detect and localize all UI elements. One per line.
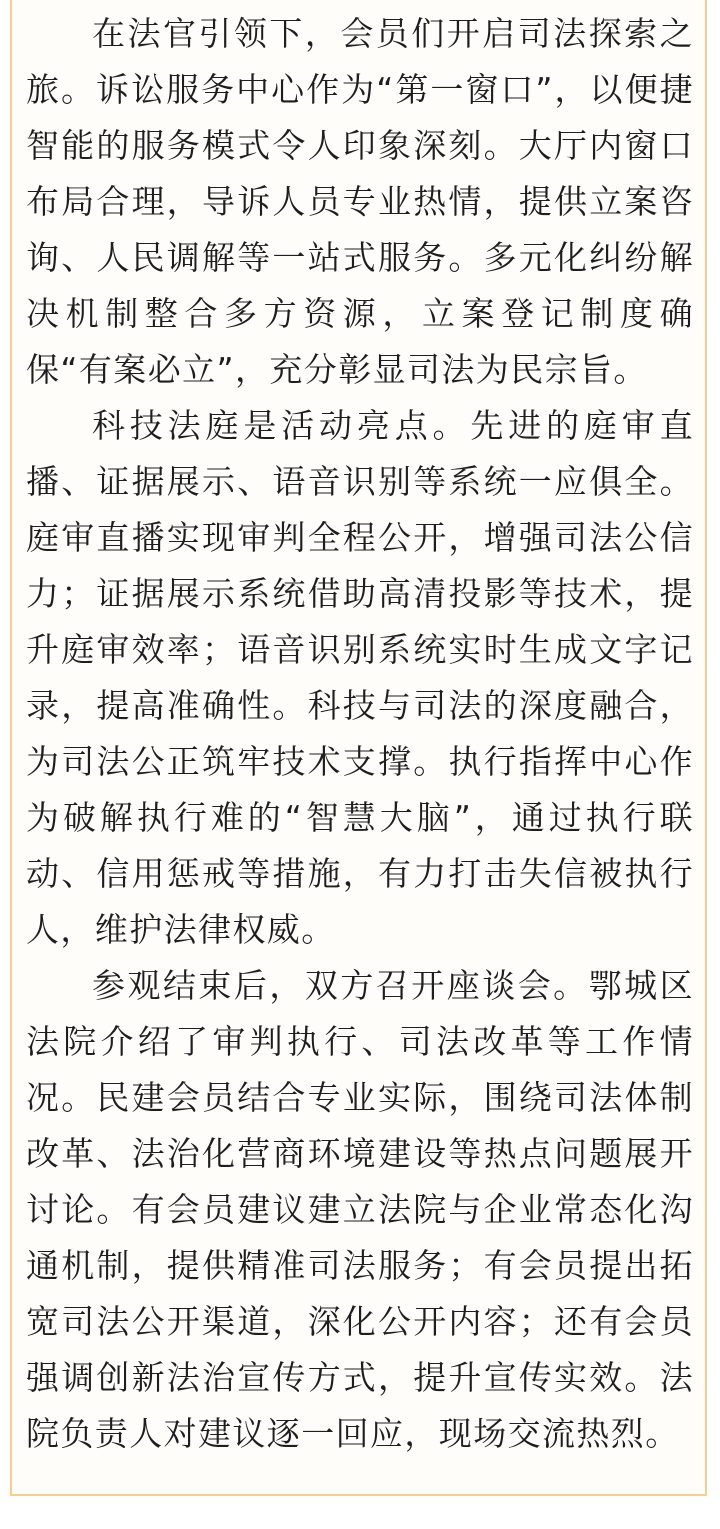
paragraph-tech-court: 科技法庭是活动亮点。先进的庭审直播、证据展示、语音识别等系统一应俱全。庭审直播实现审判全程公开，增强司法公信力；证据展示系统借助高清投影等技术，提升庭审效率；语音识别系统实时生成文字记录，提高准确性。科技与司法的深度融合，为司法公正筑牢技术支撑。执行指挥中心作为破解执行难的“智慧大脑”，通过执行联动、信用惩戒等措施，有力打击失信被执行人，维护法律权威。 [26,406,694,949]
article-body [26,6,694,1462]
paragraph-symposium: 参观结束后，双方召开座谈会。鄂城区法院介绍了审判执行、司法改革等工作情况。民建会员结合专业实际，围绕司法体制改革、法治化营商环境建设等热点问题展开讨论。有会员建议建立法院与企业常态化沟通机制，提供精准司法服务；有会员提出拓宽司法公开渠道，深化公开内容；还有会员强调创新法治宣传方式，提升宣传实效。法院负责人对建议逐一回应，现场交流热烈。 [26,966,694,1453]
paragraph-visit-litigation-center: 在法官引领下，会员们开启司法探索之旅。诉讼服务中心作为“第一窗口”，以便捷智能的服务模式令人印象深刻。大厅内窗口布局合理，导诉人员专业热情，提供立案咨询、人民调解等一站式服务。多元化纠纷解决机制整合多方资源，立案登记制度确保“有案必立”，充分彰显司法为民宗旨。 [26,14,694,389]
